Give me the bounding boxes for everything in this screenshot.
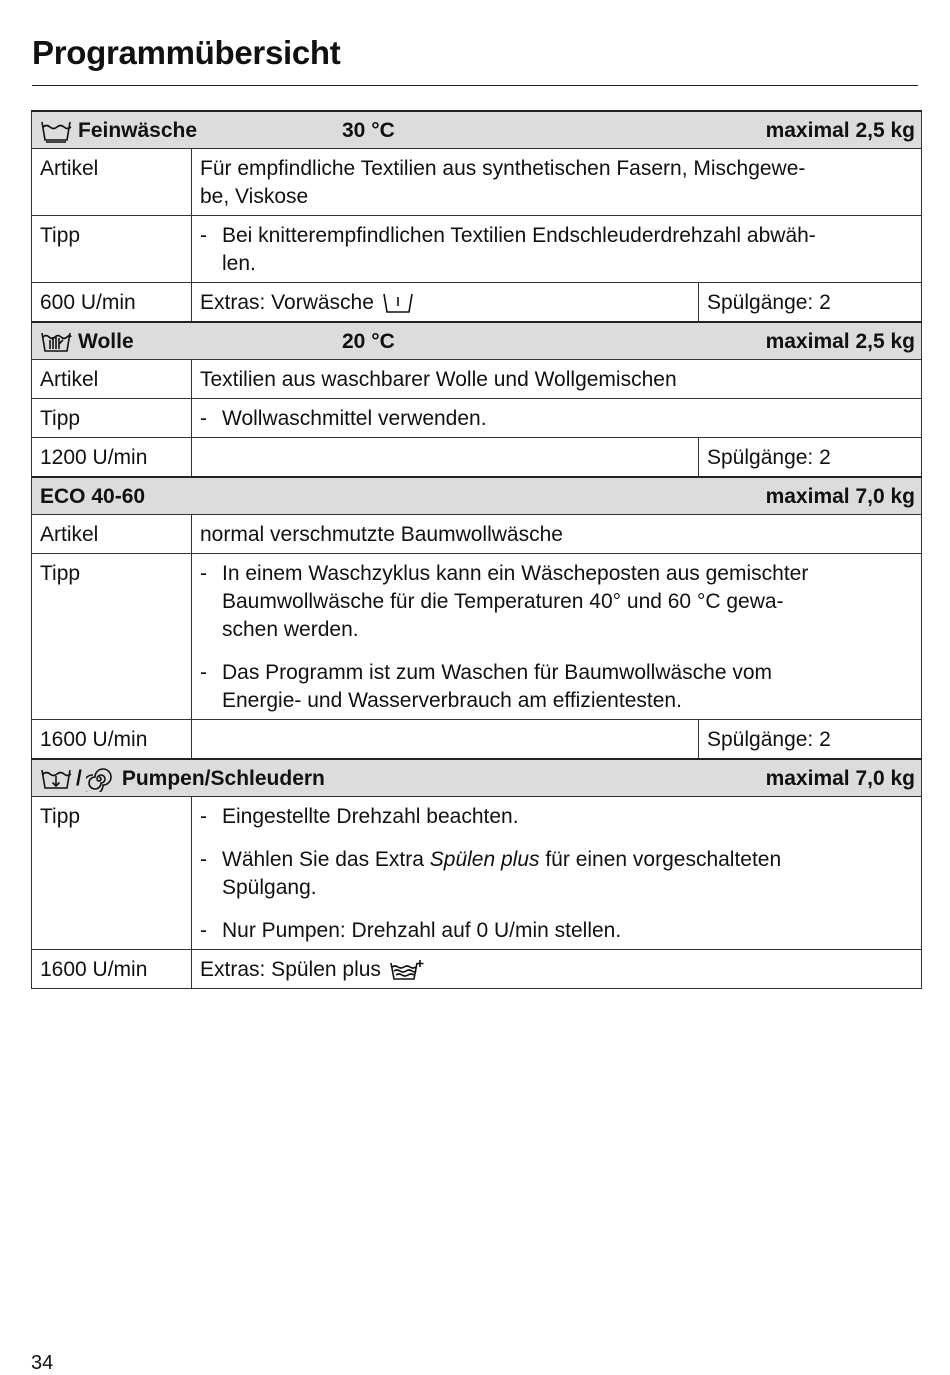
row-label: Artikel bbox=[32, 515, 192, 554]
row-label: Tipp bbox=[32, 216, 192, 283]
prewash-icon bbox=[382, 291, 414, 315]
program-name: Wolle bbox=[78, 330, 134, 353]
title-divider bbox=[32, 85, 918, 86]
program-table bbox=[31, 110, 922, 989]
table-row bbox=[32, 438, 922, 478]
program-max-load: maximal 2,5 kg bbox=[765, 119, 915, 142]
artikel-text: Für empfindliche Textilien aus synthetischen Fasern, Mischgewe- be, Viskose bbox=[192, 149, 922, 216]
drain-icon bbox=[40, 767, 72, 791]
spin-speed: 1200 U/min bbox=[32, 438, 192, 478]
extras-empty bbox=[192, 720, 699, 760]
tip-item: - Eingestellte Drehzahl beachten. bbox=[200, 803, 913, 831]
program-header-feinwaesche bbox=[32, 111, 922, 149]
spin-speed: 600 U/min bbox=[32, 283, 192, 323]
page-number: 34 bbox=[31, 1352, 54, 1374]
table-row bbox=[32, 216, 922, 283]
extra-name-emphasis: Spülen plus bbox=[429, 848, 540, 871]
extras-text: Extras: Vorwäsche bbox=[200, 291, 374, 314]
tip-list bbox=[200, 803, 913, 945]
rinse-count: Spülgänge: 2 bbox=[699, 438, 922, 478]
spin-icon bbox=[86, 766, 112, 792]
page-title: Programmübersicht bbox=[32, 34, 341, 71]
table-row bbox=[32, 515, 922, 554]
tip-list bbox=[200, 222, 913, 278]
row-label: Tipp bbox=[32, 554, 192, 720]
program-name: ECO 40-60 bbox=[40, 485, 146, 508]
tip-list bbox=[200, 405, 913, 433]
program-header-wolle bbox=[32, 322, 922, 360]
tip-item: - Wählen Sie das Extra Spülen plus für einen vorgeschalteten Spülgang. bbox=[200, 846, 913, 902]
program-header-eco-40-60 bbox=[32, 477, 922, 515]
table-row bbox=[32, 360, 922, 399]
program-max-load: maximal 7,0 kg bbox=[765, 767, 915, 790]
wool-handwash-icon bbox=[40, 330, 72, 354]
tip-item: - Das Programm ist zum Waschen für Baumwollwäsche vom Energie- und Wasserverbrauch am effizientesten. bbox=[200, 659, 913, 715]
delicates-wash-icon bbox=[40, 119, 72, 143]
rinse-count: Spülgänge: 2 bbox=[699, 283, 922, 323]
program-temperature: 20 °C bbox=[342, 330, 395, 353]
table-row bbox=[32, 283, 922, 323]
program-max-load: maximal 2,5 kg bbox=[765, 330, 915, 353]
tip-item: - Nur Pumpen: Drehzahl auf 0 U/min stellen. bbox=[200, 917, 913, 945]
extras-text: Extras: Spülen plus bbox=[200, 958, 381, 981]
tip-item: - Wollwaschmittel verwenden. bbox=[200, 405, 913, 433]
row-label: Tipp bbox=[32, 797, 192, 950]
row-label: Tipp bbox=[32, 399, 192, 438]
table-row bbox=[32, 720, 922, 760]
row-label: Artikel bbox=[32, 360, 192, 399]
table-row bbox=[32, 797, 922, 950]
program-header-pumpen-schleudern bbox=[32, 759, 922, 797]
program-temperature: 30 °C bbox=[342, 119, 395, 142]
tip-item: - Bei knitterempfindlichen Textilien Endschleuderdrehzahl abwäh- len. bbox=[200, 222, 913, 278]
spin-speed: 1600 U/min bbox=[32, 950, 192, 989]
spin-speed: 1600 U/min bbox=[32, 720, 192, 760]
row-label: Artikel bbox=[32, 149, 192, 216]
program-max-load: maximal 7,0 kg bbox=[765, 485, 915, 508]
artikel-text: normal verschmutzte Baumwollwäsche bbox=[192, 515, 922, 554]
table-row bbox=[32, 950, 922, 989]
table-row bbox=[32, 399, 922, 438]
table-row bbox=[32, 149, 922, 216]
artikel-text: Textilien aus waschbarer Wolle und Wollgemischen bbox=[192, 360, 922, 399]
table-row bbox=[32, 554, 922, 720]
icon-separator: / bbox=[76, 767, 82, 790]
tip-item: - In einem Waschzyklus kann ein Wäscheposten aus gemischter Baumwollwäsche für die Temperaturen 40° und 60 °C gewa- schen werden. bbox=[200, 560, 913, 644]
program-name: Pumpen/Schleudern bbox=[121, 767, 325, 790]
extras-empty bbox=[192, 438, 699, 478]
tip-list bbox=[200, 560, 913, 715]
rinse-plus-icon bbox=[389, 958, 425, 982]
rinse-count: Spülgänge: 2 bbox=[699, 720, 922, 760]
program-name: Feinwäsche bbox=[78, 119, 198, 142]
